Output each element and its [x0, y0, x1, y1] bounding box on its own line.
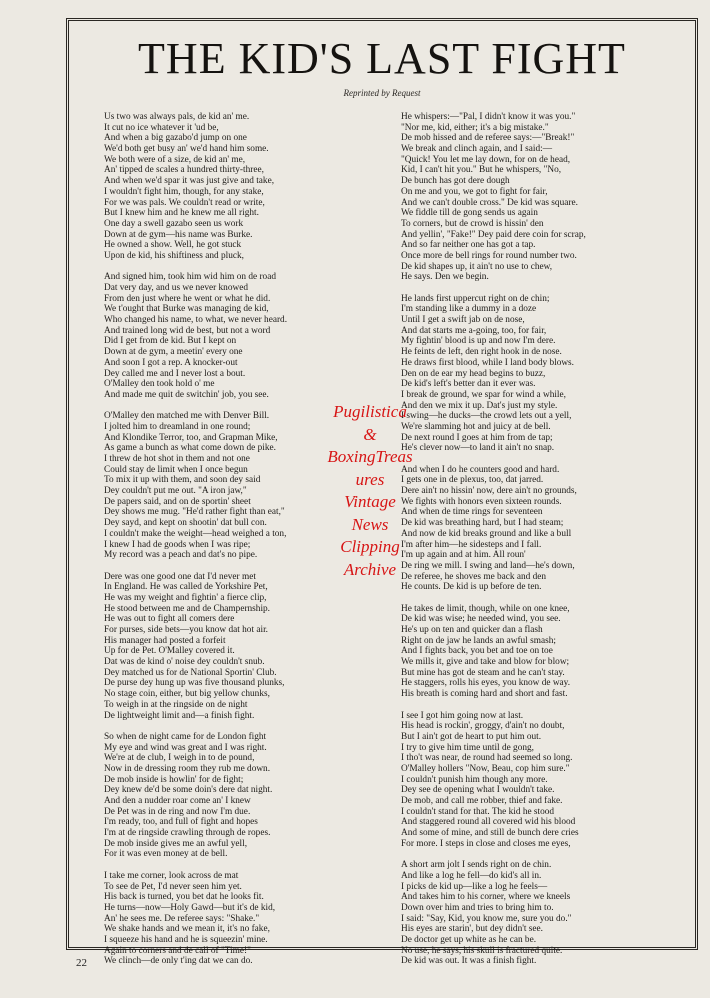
- poem-line: From den just where he went or what he did.: [104, 293, 271, 304]
- poem-line: His manager had posted a forfeit: [104, 635, 226, 646]
- poem-line: As game a bunch as what come down de pike.: [104, 443, 276, 454]
- poem-line: Until I get a swift jab on de nose,: [401, 315, 525, 326]
- poem-line: He feints de left, den right hook in de nose.: [401, 347, 562, 358]
- poem-line: For it was even money at de bell.: [104, 849, 228, 860]
- poem-line: I'm at de ringside crawling through de ropes.: [104, 828, 271, 839]
- poem-line: Once more de bell rings for round number two.: [401, 250, 577, 261]
- poem-line: De papers said, and on de sportin' sheet: [104, 496, 251, 507]
- poem-line: O'Malley den matched me with Denver Bill.: [104, 411, 270, 422]
- poem-line: And made me quit de switchin' job, you see.: [104, 389, 269, 400]
- poem-line: O'Malley hollers "Now, Beau, cop him sure.": [401, 763, 570, 774]
- poem-title: THE KID'S LAST FIGHT: [138, 34, 626, 83]
- poem-stanza: [104, 272, 396, 400]
- poem-line: I swing—he ducks—the crowd lets out a yell,: [401, 411, 572, 422]
- poem-line: I take me corner, look across de mat: [104, 870, 239, 881]
- poem-line: Dey couldn't put me out. "A iron jaw,": [104, 486, 247, 497]
- poem-line: De next round I goes at him from de tap;: [401, 432, 553, 443]
- poem-line: And den a nudder roar come an' I knew: [104, 796, 251, 806]
- poem-line: In England. He was called de Yorkshire Pet,: [104, 582, 268, 593]
- poem-line: I couldn't stand for that. The kid he stood: [401, 806, 555, 817]
- poem-line: To corners, but de crowd is hissin' den: [401, 218, 544, 229]
- poem-line: De kid was breathing hard, but I had steam;: [401, 518, 564, 529]
- poem-line: And when de time rings for seventeen: [401, 507, 543, 518]
- poem-line: I'm after him—he sidesteps and I fall.: [401, 539, 542, 550]
- poem-line: We're at de club, I weigh in to de pound,: [104, 753, 255, 764]
- poem-line: O'Malley den took hold o' me: [104, 379, 215, 390]
- poem-stanza: [401, 604, 691, 700]
- watermark-line: Archive: [343, 559, 397, 579]
- poem-line: And some of mine, and still de bunch dere cries: [401, 828, 579, 839]
- poem-stanza: [401, 112, 691, 283]
- poem-line: Could stay de limit when I once begun: [104, 464, 248, 475]
- reprint-note: Reprinted by Request: [343, 88, 421, 98]
- poem-line: Down at de gym, a meetin' every one: [104, 347, 243, 358]
- poem-line: Dere was one good one dat I'd never met: [104, 571, 256, 582]
- poem-line: He stood between me and de Champernship.: [104, 603, 271, 614]
- poem-line: I try to give him time until de gong,: [401, 742, 534, 753]
- poem-line: And takes him to his corner, where we kneels: [401, 892, 571, 903]
- poem-line: I see I got him going now at last.: [401, 710, 524, 721]
- poem-line: His eyes are starin', but dey didn't see.: [401, 924, 543, 935]
- poem-line: I wouldn't fight him, though, for any stake,: [104, 186, 264, 197]
- poem-line: Dey knew de'd be some doin's dere dat night.: [104, 785, 273, 796]
- poem-line: He's clever now—to land it ain't no snap.: [401, 443, 555, 454]
- poem-line: De referee, he shoves me back and den: [401, 571, 547, 582]
- poem-line: De kid was out. It was a finish fight.: [401, 956, 537, 967]
- poem-line: I knew I had de goods when I was ripe;: [104, 539, 251, 550]
- poem-line: But mine has got de steam and he can't stay.: [401, 667, 565, 678]
- poem-line: And yellin', "Fake!" Dey paid dere coin for scrap,: [401, 229, 586, 240]
- poem-line: He lands first uppercut right on de chin;: [401, 293, 550, 304]
- poem-line: I threw de hot shot in them and not one: [104, 454, 250, 464]
- poem-line: De doctor get up white as he can be.: [401, 934, 537, 945]
- poem-line: He was out to fight all comers dere: [104, 614, 235, 625]
- poem-line: We mills it, give and take and blow for blow;: [401, 657, 570, 668]
- poem-line: Kid, I can't hit you." But he whispers, "No,: [401, 165, 562, 176]
- poem-line: We shake hands and we mean it, it's no fake,: [104, 924, 270, 935]
- poem-line: De bunch has got dere dough: [401, 176, 510, 187]
- poem-line: No stage coin, either, but big yellow chunks,: [104, 689, 270, 700]
- poem-line: Up for de Pet. O'Malley covered it.: [104, 646, 235, 657]
- poem-line: And we can't double cross." De kid was square.: [401, 197, 578, 208]
- poem-line: He takes de limit, though, while on one knee,: [401, 603, 570, 614]
- watermark-line: &: [363, 424, 377, 444]
- poem-line: And soon I got a rep. A knocker-out: [104, 357, 238, 368]
- poem-line: And signed him, took him wid him on de road: [104, 272, 276, 283]
- poem-line: And I fights back, you bet and toe on toe: [401, 646, 553, 657]
- archive-watermark: [300, 401, 440, 581]
- poem-line: An' tipped de scales a hundred thirty-three,: [104, 165, 264, 176]
- poem-line: And now de kid breaks ground and like a bull: [401, 528, 572, 539]
- poem-line: For purses, side bets—you know dat hot air.: [104, 625, 268, 635]
- poem-line: I said: "Say, Kid, you know me, sure you do.": [401, 913, 572, 924]
- poem-line: Down over him and tries to bring him to.: [401, 902, 554, 913]
- poem-line: We fights with honors even sixteen rounds.: [401, 496, 562, 507]
- poem-line: And when a big gazabo'd jump on one: [104, 133, 247, 144]
- poem-line: He says. Den we begin.: [401, 272, 489, 283]
- poem-line: So when de night came for de London fight: [104, 731, 267, 742]
- poem-line: His breath is coming hard and short and fast.: [401, 689, 568, 700]
- poem-line: De purse dey hung up was five thousand plunks,: [104, 678, 285, 689]
- poem-line: De lightweight limit and—a finish fight.: [104, 710, 255, 721]
- poem-line: Den on de ear my head begins to buzz,: [401, 368, 546, 379]
- watermark-line: News: [351, 514, 389, 534]
- poem-line: He turns—now—Holy Gawd—but it's de kid,: [104, 902, 276, 913]
- poem-line: Did I get from de kid. But I kept on: [104, 336, 237, 347]
- poem-line: To mix it up with them, and soon dey said: [104, 475, 261, 486]
- watermark-line: Vintage: [344, 492, 396, 511]
- poem-line: Dere ain't no hissin' now, dere ain't no grounds,: [401, 486, 577, 497]
- poem-line: And staggered round all covered wid his blood: [401, 817, 576, 828]
- poem-line: But I knew him and he knew me all right.: [104, 208, 259, 219]
- poem-line: My eye and wind was great and I was right.: [104, 742, 267, 753]
- poem-line: His head is rockin', groggy, d'ain't no doubt,: [401, 721, 565, 732]
- poem-line: He staggers, rolls his eyes, you know de way.: [401, 678, 571, 689]
- poem-line: A short arm jolt I sends right on de chin.: [401, 860, 552, 871]
- poem-line: I'm standing like a dummy in a doze: [401, 304, 537, 315]
- poem-line: De kid shapes up, it ain't no use to chew,: [401, 261, 553, 272]
- poem-line: And trained long wid de best, but not a word: [104, 325, 271, 336]
- poem-line: De mob, and call me robber, thief and fake.: [401, 796, 563, 806]
- poem-line: And like a log he fell—do kid's all in.: [401, 870, 542, 881]
- poem-line: To weigh in at the ringside on de night: [104, 699, 248, 710]
- poem-line: And Klondike Terror, too, and Grapman Mike,: [104, 432, 278, 443]
- poem-line: I'm up again and at him. All roun': [401, 550, 526, 561]
- poem-line: Who changed his name, to what, we never heard.: [104, 315, 288, 326]
- poem-line: "Quick! You let me lay down, for on de head,: [401, 154, 571, 165]
- poem-line: Dey sayd, and kept on shootin' dat bull con.: [104, 518, 267, 529]
- poem-line: He's up on ten and quicker dan a flash: [401, 625, 543, 635]
- poem-line: And den we mix it up. Dat's just my style.: [401, 400, 558, 411]
- poem-line: De mob inside gives me an awful yell,: [104, 838, 248, 849]
- watermark-line: BoxingTreas: [327, 447, 413, 466]
- poem-line: And so far neither one has got a tap.: [401, 240, 536, 251]
- poem-line: Dat was de kind o' noise dey couldn't snub.: [104, 657, 265, 668]
- poem-line: Upon de kid, his shiftiness and pluck,: [104, 250, 244, 261]
- poem-stanza: [104, 871, 396, 967]
- poem-line: We fiddle till de gong sends us again: [401, 208, 538, 219]
- poem-stanza: [401, 294, 691, 454]
- poem-line: I break de ground, we spar for wind a while,: [401, 389, 566, 400]
- poem-stanza: [104, 572, 396, 722]
- poem-line: De kid's left's better dan it ever was.: [401, 379, 536, 390]
- poem-line: "Nor me, kid, either; it's a big mistake.": [401, 122, 549, 133]
- poem-line: We t'ought that Burke was managing de kid,: [104, 304, 269, 315]
- poem-line: I picks de kid up—like a log he feels—: [401, 881, 548, 892]
- poem-line: We're slamming hot and juicy at de bell.: [401, 421, 551, 432]
- poem-line: De ring we mill. I swing and land—he's down,: [401, 560, 575, 571]
- poem-line: Dat very day, and us we never knowed: [104, 283, 248, 293]
- poem-stanza: [104, 732, 396, 860]
- poem-line: He draws first blood, while I land body blows.: [401, 357, 575, 368]
- poem-line: My record was a peach and dat's no pipe.: [104, 550, 258, 561]
- poem-line: De mob hissed and de referee says:—"Break!": [401, 133, 575, 144]
- poem-line: Dey shows me mug. "He'd rather fight than eat,": [104, 507, 285, 518]
- poem-line: His back is turned, you bet dat he looks fit.: [104, 892, 264, 903]
- poem-line: I'm ready, too, and full of fight and hopes: [104, 817, 258, 828]
- poem-line: Dey called me and I never lost a bout.: [104, 368, 246, 379]
- poem-line: De kid was wise; he needed wind, you see.: [401, 614, 561, 625]
- poem-line: My fightin' blood is up and now I'm dere.: [401, 336, 556, 347]
- poem-line: It cut no ice whatever it 'ud be,: [104, 122, 219, 133]
- poem-line: We'd both get busy an' we'd hand him some.: [104, 144, 269, 155]
- poem-line: For we was pals. We couldn't read or write,: [104, 197, 265, 208]
- poem-line: De mob inside is howlin' for de fight;: [104, 774, 244, 785]
- poem-line: He owned a show. Well, he got stuck: [104, 240, 242, 251]
- poem-line: We clinch—de only t'ing dat we can do.: [104, 956, 253, 967]
- poem-line: And when I do he counters good and hard.: [401, 464, 560, 475]
- poem-line: I tho't was near, de round had seemed so long.: [401, 753, 573, 764]
- poem-line: I gets one in de plexus, too, dat jarred.: [401, 475, 544, 486]
- poem-line: Again to corners and de call of "Time!": [104, 945, 251, 956]
- poem-line: For more. I steps in close and closes me eyes,: [401, 838, 571, 849]
- poem-line: He was my weight and fightin' a fierce clip,: [104, 592, 267, 603]
- watermark-line: Pugilistica: [333, 402, 407, 421]
- poem-line: He whispers:—"Pal, I didn't know it was you.": [401, 112, 576, 122]
- poem-line: I couldn't punish him though any more.: [401, 774, 548, 785]
- poem-line: We both were of a size, de kid an' me,: [104, 154, 246, 165]
- poem-line: We break and clinch again, and I said:—: [401, 144, 553, 155]
- poem-line: Dey matched us for de National Sportin' Club.: [104, 667, 277, 678]
- poem-line: Right on de jaw he lands an awful smash;: [401, 635, 556, 646]
- poem-stanza: [104, 112, 396, 262]
- poem-line: De Pet was in de ring and now I'm due.: [104, 806, 251, 817]
- poem-stanza: [401, 711, 691, 850]
- poem-line: Dey see de opening what I wouldn't take.: [401, 785, 555, 796]
- poem-line: And dat starts me a-going, too, for fair,: [401, 325, 547, 336]
- poem-line: I squeeze his hand and he is squeezin' mine.: [104, 934, 268, 945]
- poem-line: But I ain't got de heart to put him out.: [401, 731, 542, 742]
- poem-line: Down at de gym—his name was Burke.: [104, 229, 253, 240]
- watermark-line: ures: [355, 469, 385, 489]
- poem-line: And when we'd spar it was just give and take,: [104, 176, 275, 187]
- poem-stanza: [401, 860, 691, 967]
- poem-line: One day a swell gazabo seen us work: [104, 218, 244, 229]
- poem-line: Now in de dressing room they rub me down.: [104, 763, 271, 774]
- page-number: 22: [76, 957, 87, 969]
- poem-line: Us two was always pals, de kid an' me.: [104, 112, 250, 122]
- poem-line: I jolted him to dreamland in one round;: [104, 421, 251, 432]
- poem-line: He counts. De kid is up before de ten.: [401, 582, 542, 593]
- poem-line: No use, he says, his skull is fractured quite.: [401, 945, 563, 956]
- poem-line: On me and you, we got to fight for fair,: [401, 186, 548, 197]
- poem-line: An' he sees me. De referee says: "Shake.": [104, 913, 260, 924]
- poem-stanza: [401, 465, 691, 593]
- poem-line: I couldn't make the weight—head weighed a ton,: [104, 528, 287, 539]
- poem-line: To see de Pet, I'd never seen him yet.: [104, 881, 242, 892]
- poem-right-column: [401, 112, 691, 978]
- watermark-line: Clipping: [340, 537, 400, 556]
